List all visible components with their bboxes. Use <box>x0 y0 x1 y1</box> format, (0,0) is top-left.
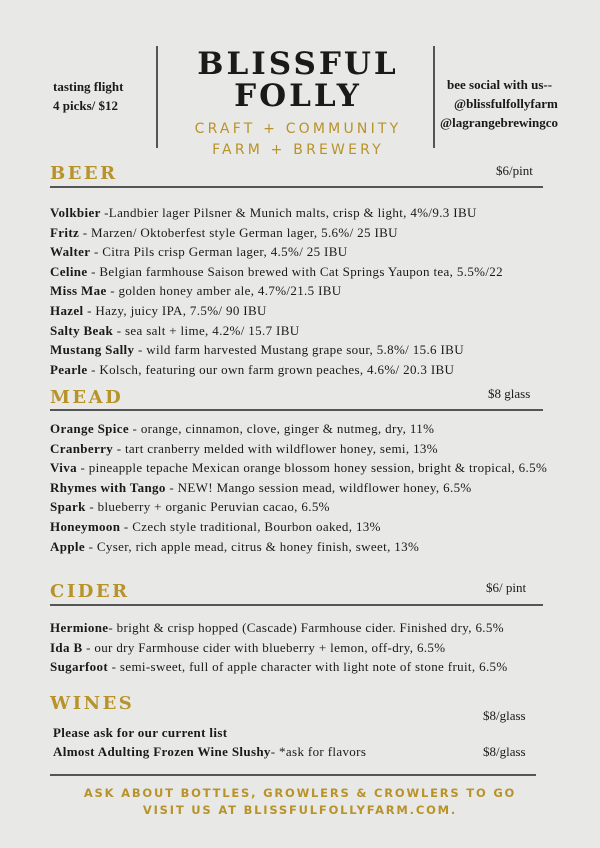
item-desc: - sea salt + lime, 4.2%/ 15.7 IBU <box>113 322 300 338</box>
item-desc: - semi-sweet, full of apple character with light note of stone fruit, 6.5% <box>108 659 508 675</box>
item-name: Celine <box>50 263 88 279</box>
item-name: Salty Beak <box>50 322 114 338</box>
item-name: Cranberry <box>50 440 114 456</box>
item-name: Apple <box>50 538 85 554</box>
menu-item <box>50 340 570 360</box>
menu-item <box>50 497 570 517</box>
menu-item <box>50 301 570 321</box>
menu-item <box>50 223 570 243</box>
item-desc: - wild farm harvested Mustang grape sour, 5.8%/ 15.6 IBU <box>134 342 464 358</box>
tagline-1: CRAFT + COMMUNITY <box>194 121 402 137</box>
menu-item <box>50 458 570 478</box>
cider-price: $6/ pint <box>486 580 527 595</box>
mead-heading: MEAD <box>50 387 124 408</box>
item-desc: - Citra Pils crisp German lager, 4.5%/ 25 IBU <box>90 244 348 260</box>
divider <box>50 604 543 606</box>
flight-price: 4 picks/ $12 <box>53 98 119 113</box>
divider <box>50 409 543 411</box>
logo-title-line2: FOLLY <box>234 78 362 114</box>
social-block <box>440 75 590 132</box>
cider-heading: CIDER <box>50 581 130 602</box>
item-desc: - tart cranberry melded with wildflower honey, semi, 13% <box>113 440 438 456</box>
logo-title-line1: BLISSFUL <box>197 46 399 82</box>
slushy-price: $8/glass <box>483 744 526 759</box>
item-name: Mustang Sally <box>50 342 135 358</box>
item-name: Honeymoon <box>50 518 121 534</box>
item-name: Walter <box>50 244 91 260</box>
item-desc: - pineapple tepache Mexican orange blossom honey session, bright & tropical, 6.5% <box>76 460 548 476</box>
item-name: Fritz <box>50 224 80 240</box>
item-name: Sugarfoot <box>50 659 109 675</box>
item-desc: - bright & crisp hopped (Cascade) Farmhouse cider. Finished dry, 6.5% <box>108 620 504 635</box>
item-name: Hermione <box>50 620 109 635</box>
item-desc: - Belgian farmhouse Saison brewed with Cat Springs Yaupon tea, 5.5%/22 <box>87 263 504 279</box>
item-desc: - Czech style traditional, Bourbon oaked, 13% <box>120 518 381 534</box>
item-name: Viva <box>50 460 77 476</box>
menu-item <box>50 537 570 557</box>
item-name: Pearle <box>50 361 88 377</box>
divider <box>50 774 536 776</box>
item-desc: - our dry Farmhouse cider with blueberry + lemon, off-dry, 6.5% <box>82 639 446 655</box>
social-handle-brewing[interactable]: @lagrangebrewingco <box>440 115 559 130</box>
menu-item <box>50 242 570 262</box>
item-desc: -Landbier lager Pilsner & Munich malts, crisp & light, 4%/9.3 IBU <box>104 205 477 220</box>
menu-item <box>50 360 570 380</box>
social-handle-farm[interactable]: @blissfulfollyfarm <box>454 96 558 111</box>
item-name: Ida B <box>50 639 83 655</box>
item-desc: - Kolsch, featuring our own farm grown peaches, 4.6%/ 20.3 IBU <box>87 361 455 377</box>
footer-website[interactable]: VISIT US AT BLISSFULFOLLYFARM.COM. <box>142 803 458 817</box>
divider <box>433 46 435 148</box>
menu-item <box>50 517 570 537</box>
item-desc: - NEW! Mango session mead, wildflower honey, 6.5% <box>165 479 472 495</box>
item-name: Hazel <box>50 302 84 318</box>
wines-price: $8/glass <box>483 708 526 723</box>
flight-label: tasting flight <box>53 79 124 94</box>
menu-item <box>50 203 570 223</box>
item-desc: - blueberry + organic Peruvian cacao, 6.5% <box>85 499 330 515</box>
menu-item <box>50 638 570 658</box>
beer-heading: BEER <box>50 163 118 184</box>
wines-note: Please ask for our current list <box>53 725 228 740</box>
item-desc: - Marzen/ Oktoberfest style German lager, 5.6%/ 25 IBU <box>79 224 398 240</box>
item-name: Miss Mae <box>50 283 107 299</box>
menu-item <box>50 439 570 459</box>
menu-item <box>50 321 570 341</box>
menu-item <box>50 478 570 498</box>
cider-list <box>50 618 570 677</box>
item-name: Rhymes with Tango <box>50 479 166 495</box>
menu-item <box>50 618 570 638</box>
tasting-flight-info <box>53 77 123 115</box>
item-desc: - *ask for flavors <box>270 744 367 759</box>
mead-list <box>50 419 570 556</box>
item-desc: - Cyser, rich apple mead, citrus & honey finish, sweet, 13% <box>84 538 420 554</box>
menu-item <box>50 657 570 677</box>
menu-item <box>50 281 570 301</box>
divider <box>156 46 158 148</box>
beer-price: $6/pint <box>496 163 533 178</box>
item-name: Spark <box>50 499 86 515</box>
item-name: Volkbier <box>50 205 105 220</box>
menu-item <box>50 262 570 282</box>
item-desc: - orange, cinnamon, clove, ginger & nutmeg, dry, 11% <box>128 421 435 436</box>
beer-list <box>50 203 570 379</box>
mead-price: $8 glass <box>488 386 531 401</box>
social-heading: bee social with us-- <box>447 77 553 92</box>
item-desc: - Hazy, juicy IPA, 7.5%/ 90 IBU <box>83 302 267 318</box>
footer-line-1: ASK ABOUT BOTTLES, GROWLERS & CROWLERS TO GO <box>83 786 517 800</box>
divider <box>50 186 543 188</box>
item-desc: - golden honey amber ale, 4.7%/21.5 IBU <box>106 283 342 299</box>
item-name: Orange Spice <box>50 421 129 436</box>
item-name: Almost Adulting Frozen Wine Slushy <box>53 744 271 759</box>
tagline-2: FARM + BREWERY <box>212 142 384 158</box>
menu-item <box>50 419 570 439</box>
wines-heading: WINES <box>50 693 135 714</box>
